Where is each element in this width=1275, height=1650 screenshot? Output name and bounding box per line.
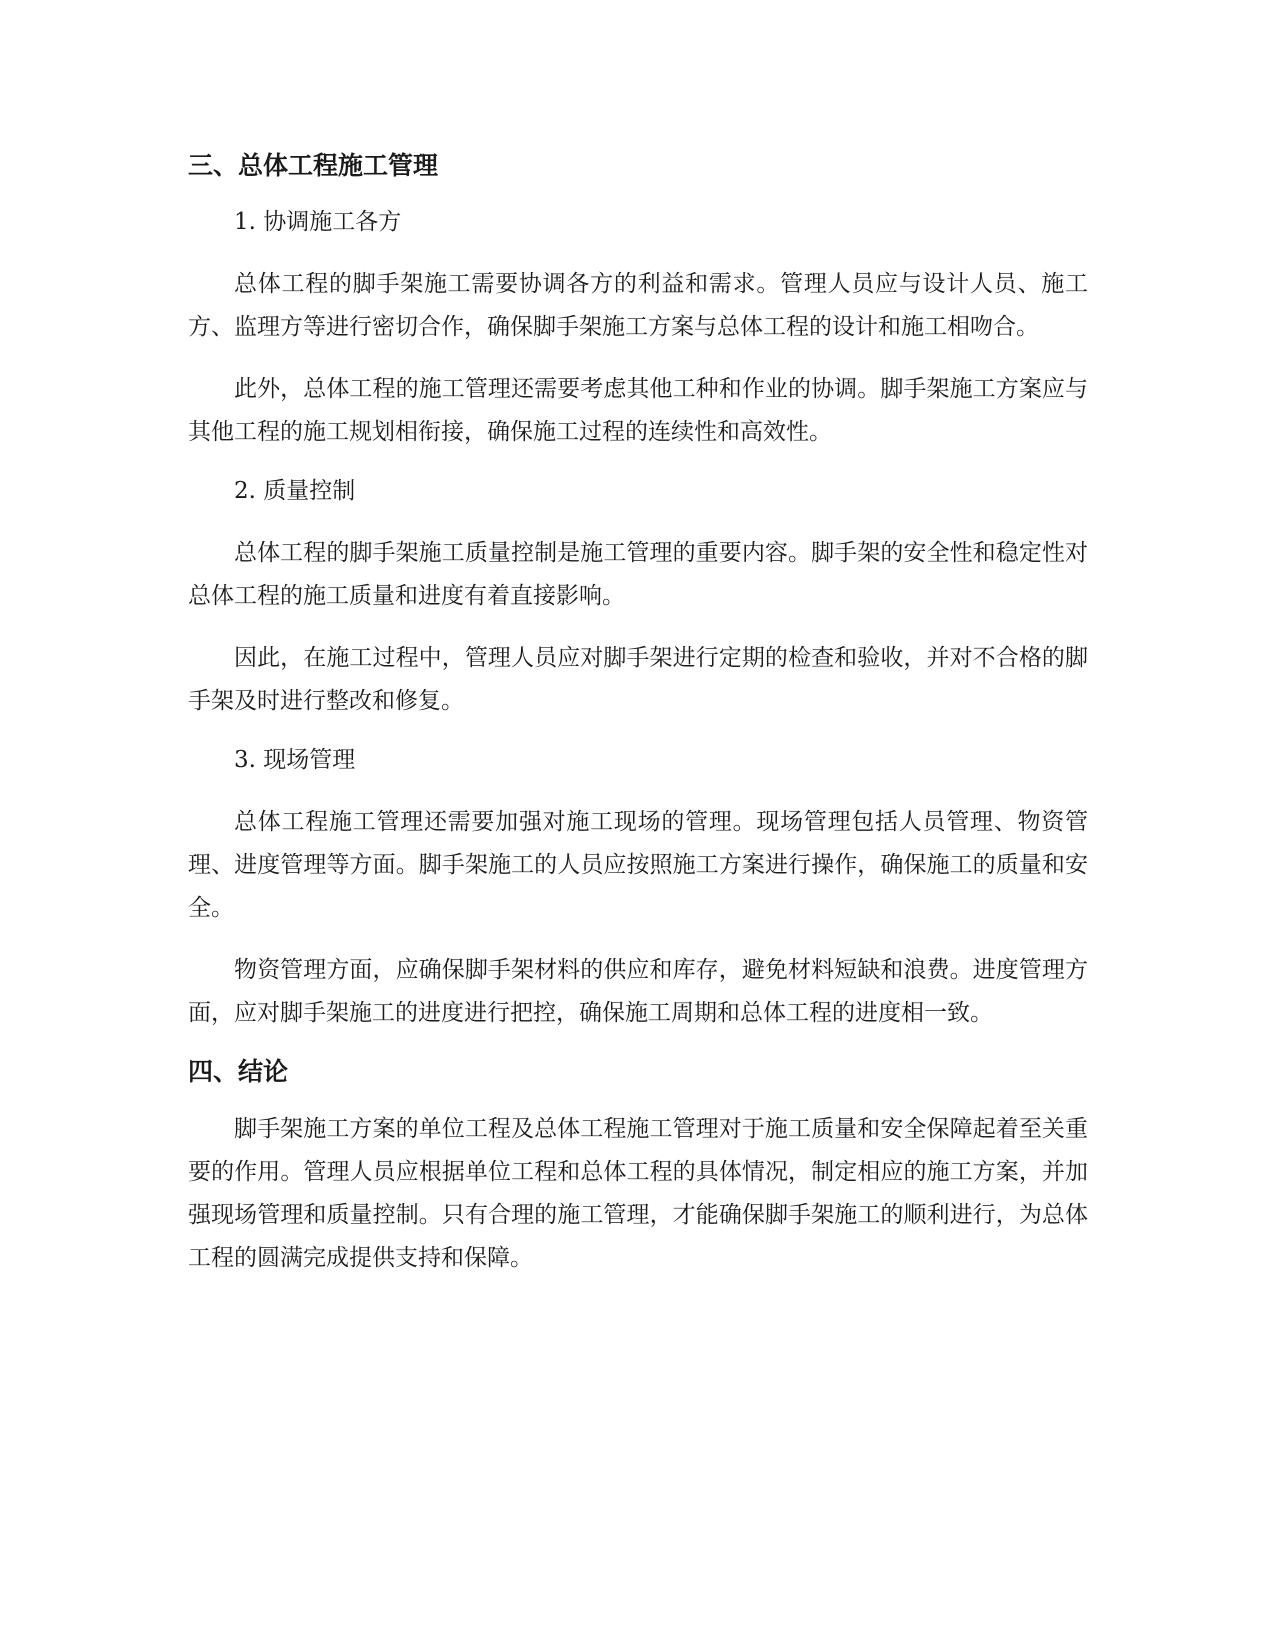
paragraph: 此外，总体工程的施工管理还需要考虑其他工种和作业的协调。脚手架施工方案应与其他工程的施工规划相衔接，确保施工过程的连续性和高效性。 <box>188 376 1088 445</box>
section-heading-3: 三、总体工程施工管理 <box>188 151 439 180</box>
subsection-heading-1: 1. 协调施工各方 <box>234 209 402 235</box>
subsection-heading-2: 2. 质量控制 <box>234 478 356 504</box>
subsection-heading-3: 3. 现场管理 <box>234 747 356 773</box>
document-body <box>188 148 1088 1299</box>
paragraph: 总体工程的脚手架施工需要协调各方的利益和需求。管理人员应与设计人员、施工方、监理方等进行密切合作，确保脚手架施工方案与总体工程的设计和施工相吻合。 <box>188 271 1088 340</box>
paragraph: 物资管理方面，应确保脚手架材料的供应和库存，避免材料短缺和浪费。进度管理方面，应对脚手架施工的进度进行把控，确保施工周期和总体工程的进度相一致。 <box>188 957 1088 1026</box>
paragraph: 总体工程施工管理还需要加强对施工现场的管理。现场管理包括人员管理、物资管理、进度管理等方面。脚手架施工的人员应按照施工方案进行操作，确保施工的质量和安全。 <box>188 809 1088 921</box>
paragraph: 总体工程的脚手架施工质量控制是施工管理的重要内容。脚手架的安全性和稳定性对总体工程的施工质量和进度有着直接影响。 <box>188 540 1088 609</box>
paragraph: 因此，在施工过程中，管理人员应对脚手架进行定期的检查和验收，并对不合格的脚手架及时进行整改和修复。 <box>188 645 1088 714</box>
section-heading-4: 四、结论 <box>188 1057 289 1086</box>
paragraph: 脚手架施工方案的单位工程及总体工程施工管理对于施工质量和安全保障起着至关重要的作用。管理人员应根据单位工程和总体工程的具体情况，制定相应的施工方案，并加强现场管理和质量控制。只有合理的施工管理，才能确保脚手架施工的顺利进行，为总体工程的圆满完成提供支持和保障。 <box>188 1116 1088 1271</box>
